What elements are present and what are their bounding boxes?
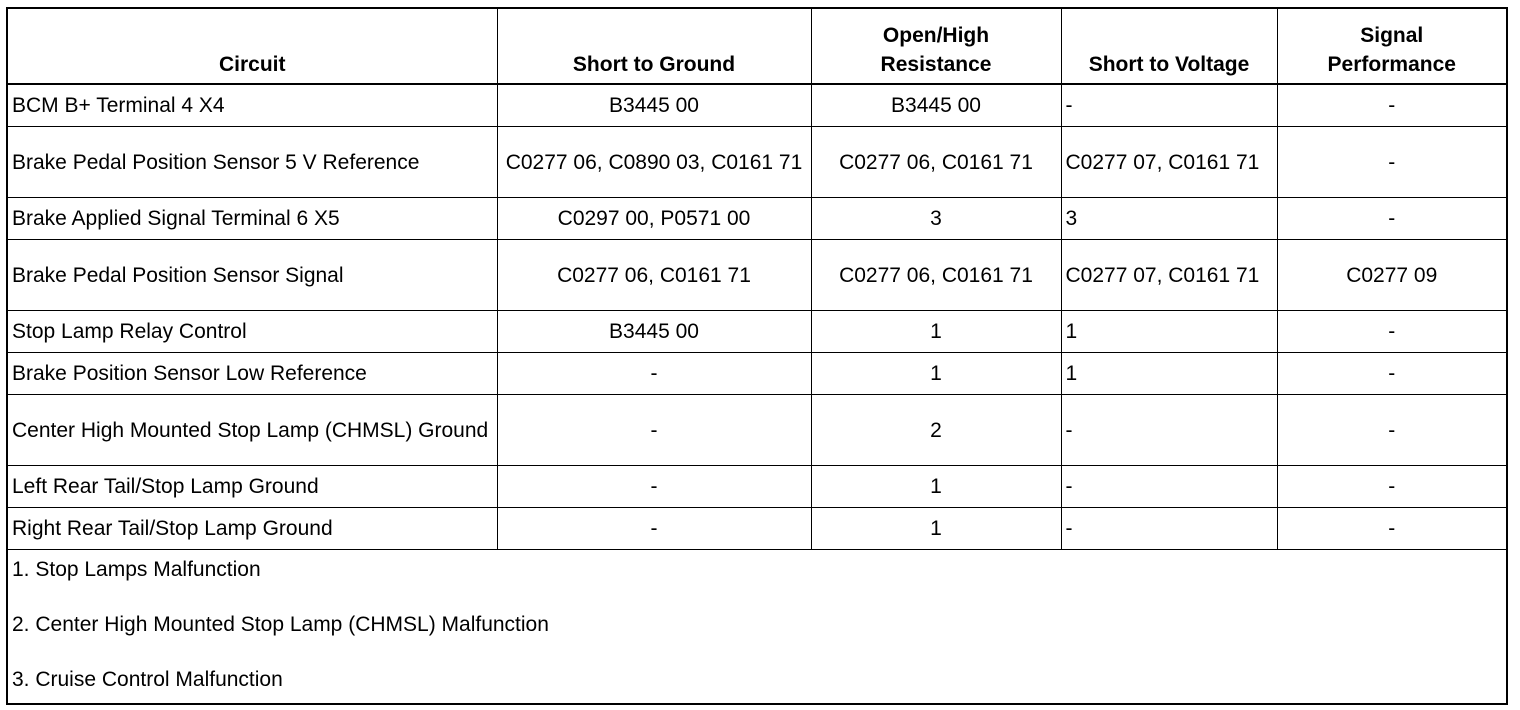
footnotes <box>8 548 1506 703</box>
cell-short-to-ground: C0297 00, P0571 00 <box>497 198 811 240</box>
cell-short-to-voltage: 1 <box>1061 311 1277 353</box>
cell-open-high-resistance: 1 <box>811 466 1061 508</box>
cell-open-high-resistance: 1 <box>811 353 1061 395</box>
cell-open-high-resistance: 1 <box>811 508 1061 550</box>
cell-short-to-voltage: - <box>1061 395 1277 466</box>
cell-circuit: Stop Lamp Relay Control <box>8 311 497 353</box>
header-short-to-ground: Short to Ground <box>497 9 811 84</box>
cell-circuit: Center High Mounted Stop Lamp (CHMSL) Ground <box>8 395 497 466</box>
cell-open-high-resistance: 2 <box>811 395 1061 466</box>
header-row <box>8 9 1506 84</box>
cell-signal-performance: - <box>1277 198 1506 240</box>
cell-open-high-resistance: 3 <box>811 198 1061 240</box>
cell-short-to-ground: B3445 00 <box>497 84 811 127</box>
cell-signal-performance: - <box>1277 84 1506 127</box>
cell-short-to-ground: - <box>497 466 811 508</box>
cell-circuit: Right Rear Tail/Stop Lamp Ground <box>8 508 497 550</box>
circuit-dtc-table <box>8 9 1506 550</box>
cell-short-to-voltage: - <box>1061 466 1277 508</box>
cell-short-to-voltage: C0277 07, C0161 71 <box>1061 240 1277 311</box>
cell-circuit: Brake Applied Signal Terminal 6 X5 <box>8 198 497 240</box>
cell-short-to-ground: - <box>497 508 811 550</box>
table-row <box>8 311 1506 353</box>
cell-circuit: Brake Pedal Position Sensor Signal <box>8 240 497 311</box>
cell-short-to-voltage: 1 <box>1061 353 1277 395</box>
dtc-table-frame <box>6 7 1508 705</box>
footnote-1: 1. Stop Lamps Malfunction <box>12 558 261 581</box>
cell-circuit: Brake Position Sensor Low Reference <box>8 353 497 395</box>
cell-short-to-voltage: - <box>1061 84 1277 127</box>
cell-short-to-voltage: 3 <box>1061 198 1277 240</box>
header-signal-performance: Signal Performance <box>1277 9 1506 84</box>
cell-signal-performance: - <box>1277 127 1506 198</box>
header-circuit: Circuit <box>8 9 497 84</box>
cell-circuit: BCM B+ Terminal 4 X4 <box>8 84 497 127</box>
table-row <box>8 240 1506 311</box>
table-row <box>8 198 1506 240</box>
table-row <box>8 466 1506 508</box>
table-row <box>8 395 1506 466</box>
cell-circuit: Left Rear Tail/Stop Lamp Ground <box>8 466 497 508</box>
cell-short-to-ground: C0277 06, C0890 03, C0161 71 <box>497 127 811 198</box>
table-row <box>8 508 1506 550</box>
cell-signal-performance: C0277 09 <box>1277 240 1506 311</box>
cell-signal-performance: - <box>1277 353 1506 395</box>
cell-short-to-ground: B3445 00 <box>497 311 811 353</box>
table-header <box>8 9 1506 84</box>
cell-short-to-voltage: - <box>1061 508 1277 550</box>
cell-short-to-voltage: C0277 07, C0161 71 <box>1061 127 1277 198</box>
cell-signal-performance: - <box>1277 395 1506 466</box>
cell-open-high-resistance: 1 <box>811 311 1061 353</box>
cell-open-high-resistance: C0277 06, C0161 71 <box>811 240 1061 311</box>
cell-signal-performance: - <box>1277 311 1506 353</box>
footnote-3: 3. Cruise Control Malfunction <box>12 668 283 691</box>
footnote-2: 2. Center High Mounted Stop Lamp (CHMSL) Malfunction <box>12 613 549 636</box>
cell-circuit: Brake Pedal Position Sensor 5 V Reference <box>8 127 497 198</box>
cell-short-to-ground: C0277 06, C0161 71 <box>497 240 811 311</box>
header-short-to-voltage: Short to Voltage <box>1061 9 1277 84</box>
table-row <box>8 127 1506 198</box>
table-row <box>8 84 1506 127</box>
cell-short-to-ground: - <box>497 353 811 395</box>
cell-signal-performance: - <box>1277 466 1506 508</box>
cell-short-to-ground: - <box>497 395 811 466</box>
cell-open-high-resistance: C0277 06, C0161 71 <box>811 127 1061 198</box>
table-body <box>8 84 1506 550</box>
header-open-high-resistance: Open/High Resistance <box>811 9 1061 84</box>
cell-open-high-resistance: B3445 00 <box>811 84 1061 127</box>
table-row <box>8 353 1506 395</box>
cell-signal-performance: - <box>1277 508 1506 550</box>
